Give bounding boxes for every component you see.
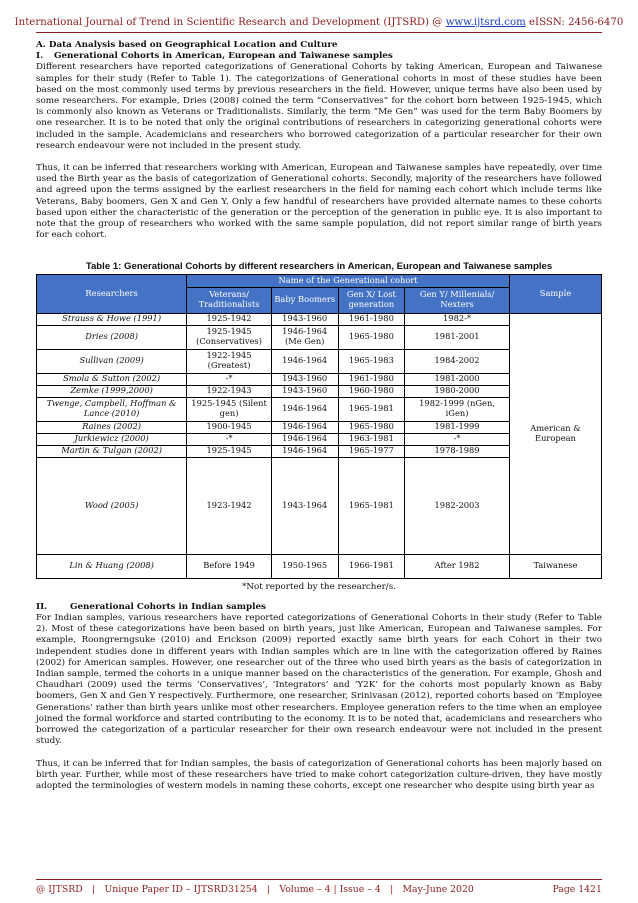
veterans-cell: 1925-1942: [187, 313, 272, 325]
geny-cell: 1980-2000: [405, 385, 510, 397]
paragraph-2: Thus, it can be inferred that researchers working with American, European and Taiwanese samples have repeatedly, over time used the Birth year as the basis of categorization of Generational cohorts. Secondly, majority of the researchers have followed and agreed upon the terms assigned by the earliest researchers in the field for naming each cohort which include terms like Veterans, Baby boomers, Gen X and Gen Y. Only a few handful of researchers have provided alternate names to these cohorts based upon either the characteristic of the generation or the perception of the generation in public eye. It is also important to note that the group of researchers who worked with the same sample population, did not report similar range of birth years for each cohort.: [36, 163, 602, 241]
section-i-title: Generational Cohorts in American, European and Taiwanese samples: [54, 51, 393, 62]
section-ii-number: II.: [36, 601, 48, 612]
boomers-cell: 1946-1964 (Me Gen): [271, 325, 338, 349]
genx-cell: 1963-1981: [338, 433, 405, 445]
col-generational-cohort: Name of the Generational cohort: [187, 274, 510, 287]
veterans-cell: -*: [187, 433, 272, 445]
geny-cell: After 1982: [405, 554, 510, 578]
geny-cell: -*: [405, 433, 510, 445]
veterans-cell: -*: [187, 373, 272, 385]
col-veterans: Veterans/ Traditionalists: [187, 287, 272, 313]
issn: eISSN: 2456-6470: [529, 17, 624, 28]
boomers-cell: 1943-1960: [271, 373, 338, 385]
footer-paper-id: Unique Paper ID – IJTSRD31254: [104, 884, 258, 895]
sample-cell-american: American & European: [509, 313, 601, 554]
section-ii-title: Generational Cohorts in Indian samples: [70, 601, 266, 612]
researcher-cell: Sullivan (2009): [37, 349, 187, 373]
boomers-cell: 1943-1964: [271, 457, 338, 554]
boomers-cell: 1943-1960: [271, 385, 338, 397]
footer-page: Page 1421: [552, 884, 602, 895]
geny-cell: 1984-2002: [405, 349, 510, 373]
boomers-cell: 1946-1964: [271, 433, 338, 445]
researcher-cell: Martin & Tulgan (2002): [37, 445, 187, 457]
section-i-heading: [36, 51, 602, 62]
genx-cell: 1961-1980: [338, 373, 405, 385]
genx-cell: 1960-1980: [338, 385, 405, 397]
table-row: [37, 554, 602, 578]
section-ii-heading: [36, 602, 602, 613]
cohort-table: [36, 274, 602, 579]
journal-name: International Journal of Trend in Scientific Research and Development (IJTSRD) @: [14, 17, 443, 28]
section-a-heading: A. Data Analysis based on Geographical Location and Culture: [36, 40, 338, 50]
researcher-cell: Smola & Sutton (2002): [37, 373, 187, 385]
paragraph-1: Different researchers have reported categorizations of Generational Cohorts by taking American, European and Taiwanese samples for their study (Refer to Table 1). The categorizations of Generational cohorts in most of these studies have been based on the most commonly used terms by previous researchers in the field. However, unique terms have also been used by some researchers. For example, Dries (2008) coined the term “Conservatives” for the cohort born between 1925-1945, which is commonly also known as Veterans or Traditionalists. Similarly, the term “Me Gen” was used for the term Baby Boomers by one researcher. It is to be noted that only the original contributions of researchers in categorizing generational cohorts were included in the sample. Academicians and researchers who borrowed categorization of a particular researcher for their own research endeavour were not included in the present study.: [36, 62, 602, 151]
running-header: [0, 17, 638, 28]
footer-date: May-June 2020: [402, 884, 474, 895]
col-researchers: Researchers: [37, 274, 187, 313]
researcher-cell: Wood (2005): [37, 457, 187, 554]
genx-cell: 1965-1977: [338, 445, 405, 457]
genx-cell: 1965-1983: [338, 349, 405, 373]
footer-volume: Volume – 4 | Issue – 4: [279, 884, 381, 895]
paragraph-3: For Indian samples, various researchers have reported categorizations of Generational Cohorts in their study (Refer to Table 2). Most of these categorizations have been based on birth years, just like American, European and Taiwanese samples. For example, Roongrerngsuke (2010) and Erickson (2009) reported exactly same birth years for each Cohort in their two independent studies done in different years with Indian samples which are in line with the categorization offered by Raines (2002) for American samples. However, one researcher out of the three who used birth years as the basis of categorization in Indian sample, termed the cohorts in a unique manner based on the characteristics of the generation. For example, Ghosh and Chaudhari (2009) used the terms ‘Conservatives’, ‘Integrators’ and ‘Y2K’ for the cohorts most popularly known as Baby boomers, Gen X and Gen Y respectively. Furthermore, one researcher, Srinivasan (2012), reported cohorts based on ‘Employee Generations’ rather than birth years unlike most other researchers. Employee generation refers to the time when an employee joined the formal workforce and started contributing to the economy. It is to be noted that, academicians and researchers who borrowed the categorization of a particular researcher for their own research endeavour were not included in the present study.: [36, 613, 602, 747]
journal-link[interactable]: www.ijtsrd.com: [445, 17, 526, 28]
col-sample: Sample: [509, 274, 601, 313]
veterans-cell: 1922-1945 (Greatest): [187, 349, 272, 373]
genx-cell: 1965-1981: [338, 397, 405, 421]
researcher-cell: Dries (2008): [37, 325, 187, 349]
boomers-cell: 1946-1964: [271, 349, 338, 373]
veterans-cell: 1925-1945 (Silent gen): [187, 397, 272, 421]
geny-cell: 1982-*: [405, 313, 510, 325]
boomers-cell: 1946-1964: [271, 445, 338, 457]
genx-cell: 1965-1980: [338, 325, 405, 349]
footer-ijtsrd: @ IJTSRD: [36, 884, 83, 895]
sample-cell-taiwanese: Taiwanese: [509, 554, 601, 578]
table-row: [37, 313, 602, 325]
veterans-cell: 1925-1945: [187, 445, 272, 457]
col-baby-boomers: Baby Boomers: [271, 287, 338, 313]
geny-cell: 1981-2000: [405, 373, 510, 385]
geny-cell: 1982-1999 (nGen, iGen): [405, 397, 510, 421]
researcher-cell: Jurkiewicz (2000): [37, 433, 187, 445]
genx-cell: 1965-1981: [338, 457, 405, 554]
boomers-cell: 1950-1965: [271, 554, 338, 578]
paragraph-4: Thus, it can be inferred that for Indian samples, the basis of categorization of Generational cohorts has been majorly based on birth year. Further, while most of these researchers have tried to make cohort categorization culture-driven, they have mostly adopted the terminologies of western models in naming these cohorts, except one researcher who despite using birth year as: [36, 758, 602, 791]
geny-cell: 1978-1989: [405, 445, 510, 457]
geny-cell: 1982-2003: [405, 457, 510, 554]
veterans-cell: 1923-1942: [187, 457, 272, 554]
col-gen-y: Gen Y/ Millenials/ Nexters: [405, 287, 510, 313]
veterans-cell: Before 1949: [187, 554, 272, 578]
researcher-cell: Zemke (1999,2000): [37, 385, 187, 397]
researcher-cell: Lin & Huang (2008): [37, 554, 187, 578]
veterans-cell: 1925-1945 (Conservatives): [187, 325, 272, 349]
section-i-number: I.: [36, 51, 44, 62]
table-note: *Not reported by the researcher/s.: [241, 581, 397, 592]
boomers-cell: 1943-1960: [271, 313, 338, 325]
table-caption: Table 1: Generational Cohorts by different researchers in American, European and Taiwanese samples: [85, 261, 553, 273]
running-footer: @ IJTSRD | Unique Paper ID – IJTSRD31254 | Volume – 4 | Issue – 4 | May-June 2020 Page 1421: [36, 884, 602, 895]
footer-rule: [36, 879, 602, 880]
researcher-cell: Raines (2002): [37, 421, 187, 433]
veterans-cell: 1900-1945: [187, 421, 272, 433]
body-content: [36, 40, 602, 792]
researcher-cell: Strauss & Howe (1991): [37, 313, 187, 325]
genx-cell: 1965-1980: [338, 421, 405, 433]
researcher-cell: Twenge, Campbell, Hoffman & Lance (2010): [37, 397, 187, 421]
genx-cell: 1966-1981: [338, 554, 405, 578]
genx-cell: 1961-1980: [338, 313, 405, 325]
geny-cell: 1981-1999: [405, 421, 510, 433]
geny-cell: 1981-2001: [405, 325, 510, 349]
boomers-cell: 1946-1964: [271, 397, 338, 421]
boomers-cell: 1946-1964: [271, 421, 338, 433]
col-gen-x: Gen X/ Lost generation: [338, 287, 405, 313]
header-rule: [36, 32, 602, 33]
veterans-cell: 1922-1943: [187, 385, 272, 397]
